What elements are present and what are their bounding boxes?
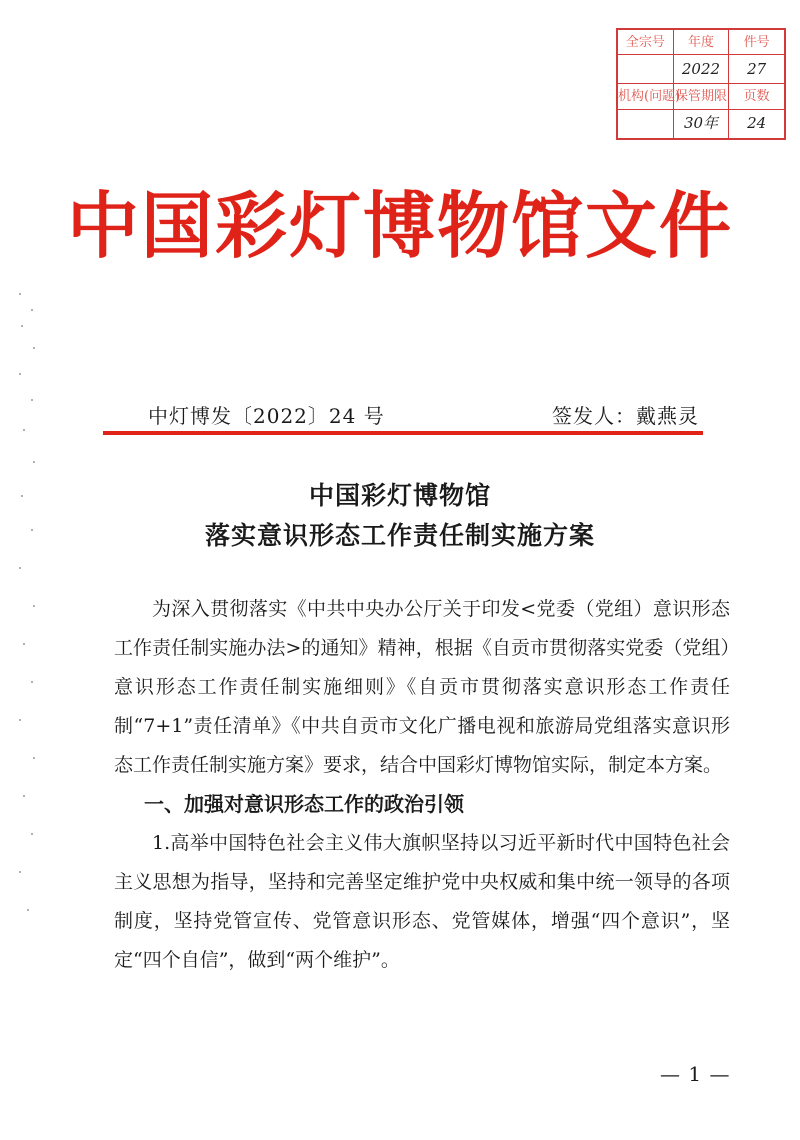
page-number: — 1 — — [660, 1062, 731, 1086]
stamp-header-pages: 页数 — [729, 84, 785, 109]
section-1-paragraph-1: 1.高举中国特色社会主义伟大旗帜坚持以习近平新时代中国特色社会主义思想为指导，坚持和完善坚定维护党中央权威和集中统一领导的各项制度，坚持党管宣传、党管意识形态、党管媒体，增强“四个意识”，坚定“四个自信”，做到“两个维护”。 — [114, 832, 730, 971]
stamp-header-retention: 保管期限 — [673, 84, 729, 109]
document-number: 中灯博发〔2022〕24 号 — [148, 404, 385, 428]
stamp-header-item: 件号 — [729, 30, 785, 55]
stamp-value-retention: 30年 — [673, 109, 729, 138]
document-title-line2: 落实意识形态工作责任制实施方案 — [204, 521, 595, 550]
red-header-title: 中国彩灯博物馆文件 — [66, 184, 733, 268]
binding-holes-decoration — [14, 290, 40, 930]
red-separator-line — [103, 431, 703, 435]
archive-stamp — [616, 28, 786, 140]
stamp-header-org: 机构(问题) — [618, 84, 674, 109]
archive-stamp-table — [617, 29, 785, 139]
stamp-header-year: 年度 — [673, 30, 729, 55]
document-title-line1: 中国彩灯博物馆 — [308, 481, 491, 510]
document-body — [114, 590, 730, 980]
stamp-value-fonds — [618, 55, 674, 84]
stamp-value-pages: 24 — [729, 109, 785, 138]
stamp-value-org — [618, 109, 674, 138]
intro-paragraph: 为深入贯彻落实《中共中央办公厅关于印发<党委（党组）意识形态工作责任制实施办法>的通知》精神，根据《自贡市贯彻落实党委（党组）意识形态工作责任制实施细则》《自贡市贯彻落实意识形态工作责任制“7+1”责任清单》《中共自贡市文化广播电视和旅游局党组落实意识形态工作责任制实施方案》要求，结合中国彩灯博物馆实际，制定本方案。 — [114, 598, 730, 776]
stamp-header-fonds: 全宗号 — [618, 30, 674, 55]
signer: 签发人：戴燕灵 — [552, 404, 699, 428]
stamp-value-year: 2022 — [673, 55, 729, 84]
stamp-value-item: 27 — [729, 55, 785, 84]
section-heading-1: 一、加强对意识形态工作的政治引领 — [144, 792, 464, 816]
